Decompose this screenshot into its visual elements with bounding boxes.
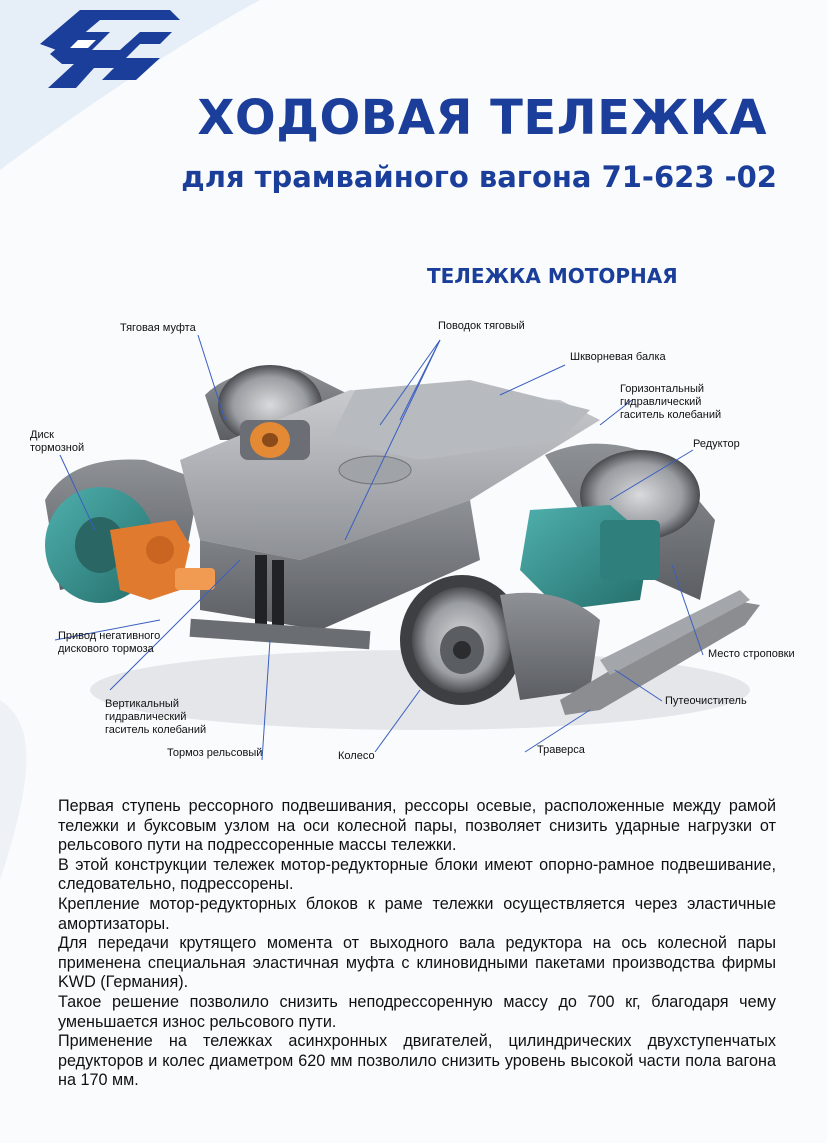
description-text	[58, 797, 776, 1091]
paragraph: В этой конструкции тележек мотор-редукторные блоки имеют опорно-рамное подвешивание, следовательно, подрессорены.	[58, 855, 776, 894]
paragraph: Такое решение позволило снизить неподрессоренную массу до 700 кг, благодаря чему уменьшается износ рельсового пути.	[58, 992, 776, 1031]
paragraph: Крепление мотор-редукторных блоков к раме тележки осуществляется через эластичные амортизаторы.	[58, 894, 776, 933]
paragraph: Для передачи крутящего момента от выходного вала редуктора на ось колесной пары применена специальная эластичная муфта с клиновидными пакетами производства фирмы KWD (Германия).	[58, 934, 776, 992]
page-subtitle: для трамвайного вагона 71-623 -02	[181, 160, 777, 194]
label-negative-brake-drive: Привод негативного дискового тормоза	[58, 630, 161, 655]
company-logo	[40, 10, 180, 92]
label-reducer: Редуктор	[693, 438, 740, 450]
label-rail-brake: Тормоз рельсовый	[167, 747, 263, 759]
page-title: ХОДОВАЯ ТЕЛЕЖКА	[197, 90, 767, 146]
label-track-cleaner: Путеочиститель	[665, 695, 747, 707]
label-wheel: Колесо	[338, 750, 375, 762]
label-traction-coupling: Тяговая муфта	[120, 322, 196, 334]
section-title: ТЕЛЕЖКА МОТОРНАЯ	[427, 264, 678, 288]
paragraph: Применение на тележках асинхронных двигателей, цилиндрических двухступенчатых редукторов и колес диаметром 620 мм позволило снизить уровень высокой части пола вагона на 170 мм.	[58, 1032, 776, 1090]
label-vertical-damper: Вертикальный гидравлический гаситель колебаний	[105, 698, 207, 736]
label-pivot-beam: Шкворневая балка	[570, 351, 666, 363]
paragraph: Первая ступень рессорного подвешивания, рессоры осевые, расположенные между рамой тележки и буксовым узлом на оси колесной пары, позволяет снизить ударные нагрузки от рельсового пути на подрессоренные массы тележки.	[58, 797, 776, 855]
label-lifting-point: Место строповки	[708, 648, 795, 660]
label-traverse: Траверса	[537, 744, 585, 756]
label-horizontal-damper: Горизонтальный гидравлический гаситель колебаний	[620, 383, 722, 421]
label-traction-rod: Поводок тяговый	[438, 320, 525, 332]
label-brake-disc: Диск тормозной	[30, 429, 85, 454]
